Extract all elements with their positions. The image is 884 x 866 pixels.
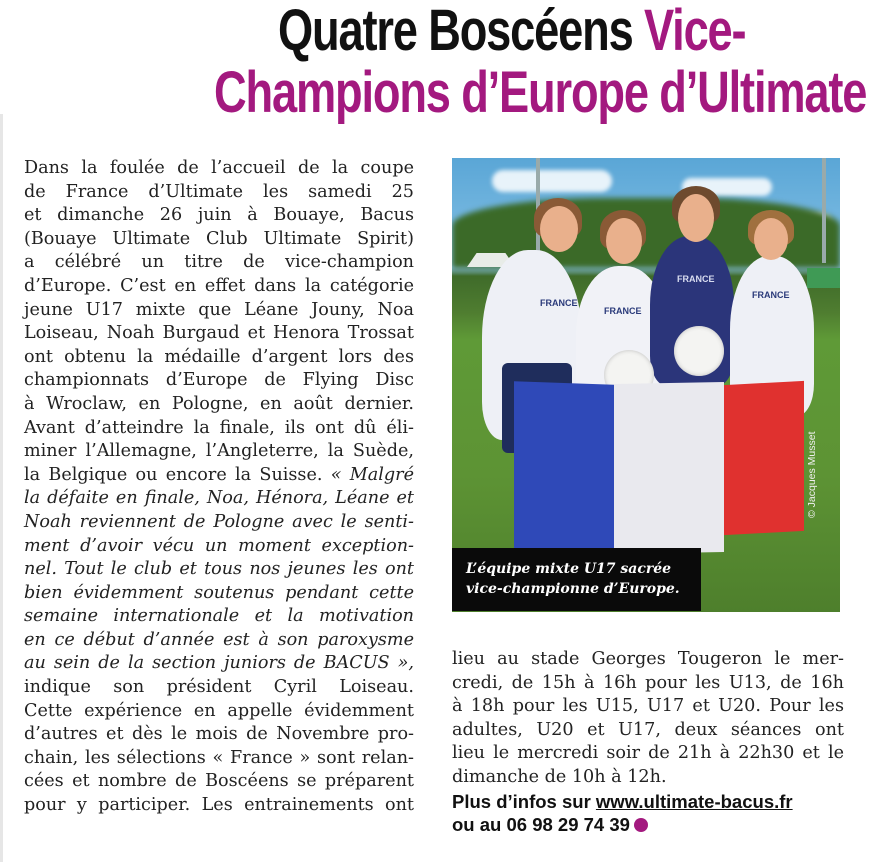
player-3-head bbox=[678, 194, 714, 242]
text-line: cées et nombre de Boscéens se préparent bbox=[24, 771, 414, 792]
text-line: et dimanche 26 juin à Bouaye, Bacus bbox=[24, 205, 414, 226]
player-4-head bbox=[754, 218, 788, 260]
text-line: (Bouaye Ultimate Club Ultimate Spirit) bbox=[24, 228, 414, 249]
text-line: à Wroclaw, en Pologne, en août dernier. bbox=[24, 393, 414, 414]
quote-line: Noah reviennent de Pologne avec le senti- bbox=[24, 511, 414, 532]
text-segment: la Belgique ou encore la Suisse. bbox=[24, 464, 331, 485]
page-margin-strip bbox=[0, 114, 3, 862]
photo-caption bbox=[452, 548, 701, 611]
shirt-text: FRANCE bbox=[677, 274, 715, 284]
quote-line: ment d’avoir vécu un moment exception- bbox=[24, 535, 414, 556]
caption-line: L’équipe mixte U17 sacrée bbox=[466, 561, 672, 577]
more-info-prefix: Plus d’infos sur bbox=[452, 790, 596, 812]
quote-line: bien évidemment soutenus pendant cette bbox=[24, 582, 414, 603]
article-right-column bbox=[452, 648, 844, 837]
flag-red-band bbox=[724, 381, 804, 535]
light-pole bbox=[822, 158, 826, 263]
quote-line: nel. Tout le club et tous nos jeunes les ont bbox=[24, 559, 414, 580]
flag-white-band bbox=[614, 382, 724, 554]
headline-magenta-part: Vice- bbox=[643, 0, 746, 63]
text-line: miner l’Allemagne, l’Angleterre, la Suède, bbox=[24, 441, 414, 462]
text-line: lieu au stade Georges Tougeron le mer- bbox=[452, 649, 844, 669]
text-line: dimanche de 10h à 12h. bbox=[452, 766, 667, 787]
text-line: credi, de 15h à 16h pour les U13, de 16h bbox=[452, 672, 844, 693]
phone-line bbox=[452, 813, 844, 837]
text-line: Loiseau, Noah Burgaud et Henora Trossat bbox=[24, 323, 414, 344]
quote-line: en ce début d’année est à son paroxysme bbox=[24, 629, 414, 650]
photo-credit: © Jacques Musset bbox=[806, 431, 818, 518]
text-line: chain, les sélections « France » sont relan- bbox=[24, 747, 414, 768]
article-left-column bbox=[24, 157, 414, 818]
team-photo bbox=[452, 158, 840, 612]
shirt-text: FRANCE bbox=[604, 306, 642, 316]
text-line: indique son président Cyril Loiseau. bbox=[24, 677, 414, 698]
text-line: d’Europe. C’est en effet dans la catégorie bbox=[24, 275, 414, 296]
more-info-line bbox=[452, 790, 844, 814]
headline-line-1 bbox=[278, 0, 745, 62]
quote-start: « Malgré bbox=[330, 464, 414, 485]
phone-number: ou au 06 98 29 74 39 bbox=[452, 814, 630, 836]
shirt-text: FRANCE bbox=[752, 290, 790, 300]
text-line: Dans la foulée de l’accueil de la coupe bbox=[24, 158, 414, 178]
text-line: pour y participer. Les entrainements ont bbox=[24, 795, 414, 816]
text-line: Cette expérience en appelle évidemment bbox=[24, 700, 414, 721]
headline-line-2: Champions d’Europe d’Ultimate bbox=[214, 60, 867, 125]
shirt-text: FRANCE bbox=[540, 298, 578, 308]
text-line: ont obtenu la médaille d’argent lors des bbox=[24, 346, 414, 367]
quote-line: au sein de la section juniors de BACUS », bbox=[24, 653, 414, 674]
caption-line: vice-championne d’Europe. bbox=[466, 581, 680, 597]
end-dot-icon bbox=[634, 818, 648, 832]
text-line: championnats d’Europe de Flying Disc bbox=[24, 370, 414, 391]
player-2-head bbox=[606, 218, 642, 264]
flag-blue-band bbox=[514, 381, 614, 554]
text-line: jeune U17 mixte que Léane Jouny, Noa bbox=[24, 299, 414, 320]
text-line: d’autres et dès le mois de Novembre pro- bbox=[24, 724, 414, 745]
text-line: a célébré un titre de vice-champion bbox=[24, 252, 414, 273]
quote-line: semaine internationale et la motivation bbox=[24, 606, 414, 627]
text-line: à 18h pour les U15, U17 et U20. Pour les bbox=[452, 696, 844, 717]
text-line: adultes, U20 et U17, deux séances ont bbox=[452, 719, 844, 740]
text-line-mixed bbox=[24, 464, 414, 488]
quote-line: la défaite en finale, Noa, Hénora, Léane et bbox=[24, 488, 414, 509]
flying-disc bbox=[674, 326, 724, 376]
cloud-shape bbox=[492, 170, 612, 192]
text-line: de France d’Ultimate les samedi 25 bbox=[24, 181, 414, 202]
text-line: Avant d’atteindre la finale, ils ont dû éli- bbox=[24, 417, 414, 438]
tent bbox=[807, 268, 840, 288]
player-1-head bbox=[540, 206, 578, 252]
website-link[interactable]: www.ultimate-bacus.fr bbox=[595, 790, 793, 812]
headline-black-part: Quatre Boscéens bbox=[278, 0, 644, 63]
text-line: lieu le mercredi soir de 21h à 22h30 et le bbox=[452, 743, 844, 764]
